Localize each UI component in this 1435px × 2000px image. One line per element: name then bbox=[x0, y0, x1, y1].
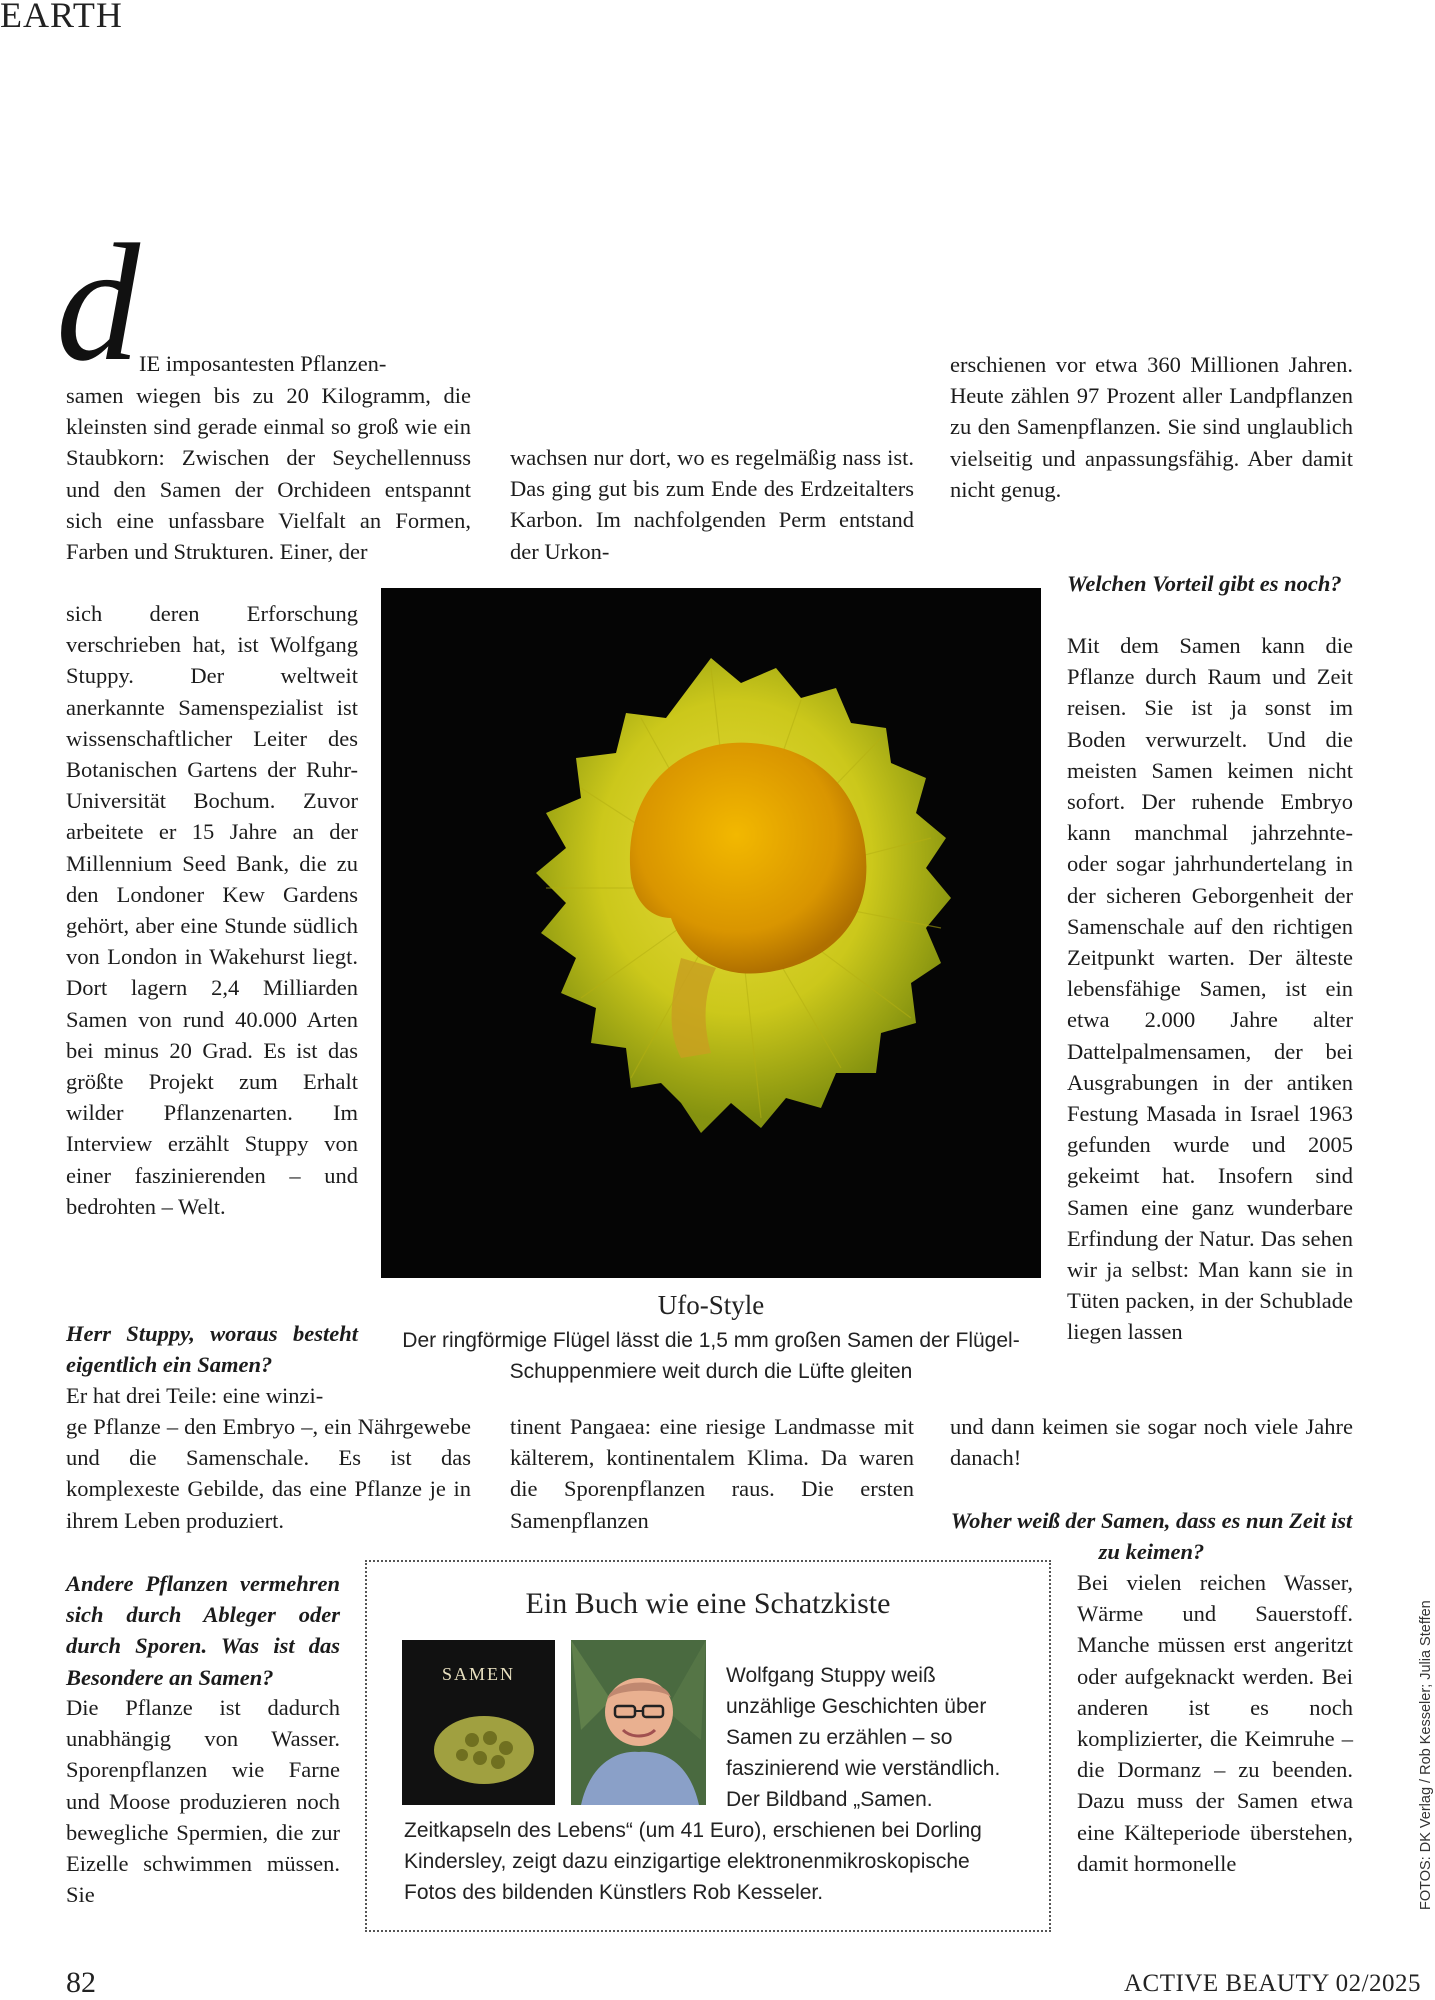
page-number: 82 bbox=[66, 1966, 96, 1999]
drop-cap: d bbox=[56, 210, 140, 396]
column-1-intro-narrow: sich deren Erforschung verschrieben hat, ist Wolfgang Stuppy. Der weltweit anerkannte Samenspezialist ist wissenschaftlicher Leiter des Botanischen Gartens der Ruhr-Universität Bochum. Zuvor arbeitete er 15 Jahre an der Millennium Seed Bank, die zu den Londoner Kew Gardens gehört, aber eine Stunde südlich von London in Wakehurst liegt. Dort lagern 2,4 Milliarden Samen von rund 40.000 Arten bei minus 20 Grad. Es ist das größte Projekt zum Erhalt wilder Pflanzenarten. Im Interview erzählt Stuppy von einer faszinierenden – und bedrohten – Welt. bbox=[66, 601, 358, 1219]
book-box-text: Zeitkapseln des Lebens“ (um 41 Euro), erschienen bei Dorling Kindersley, zeigt dazu einzigartige elektronenmikroskopische Fotos des bildenden Künstlers Rob Kesseler. bbox=[404, 1819, 982, 1904]
book-cover-title: SAMEN bbox=[441, 1664, 515, 1684]
column-2-top: wachsen nur dort, wo es regelmäßig nass ist. Das ging gut bis zum Ende des Erdzeitalters Karbon. Im nachfolgenden Perm entstand der Urkon- bbox=[510, 445, 914, 564]
photo-credit: FOTOS: DK Verlag / Rob Kesseler; Julia Steffen bbox=[1418, 1600, 1434, 1910]
question-2: Andere Pflanzen vermehren sich durch Ableger oder durch Sporen. Was ist das Besondere an Samen? bbox=[66, 1571, 340, 1690]
section-label: EARTH bbox=[0, 0, 123, 35]
column-3-top: erschienen vor etwa 360 Millionen Jahren. Heute zählen 97 Prozent aller Landpflanzen zu den Samenpflanzen. Sie sind unglaublich vielseitig und anpassungsfähig. Aber damit nicht genug. bbox=[950, 352, 1353, 502]
question-4: Woher weiß der Samen, dass es nun Zeit ist zu keimen? bbox=[950, 1508, 1353, 1565]
portrait-illustration bbox=[571, 1640, 706, 1805]
answer-1: ge Pflanze – den Embryo –, ein Nährgewebe und die Samenschale. Es ist das komplexeste Gebilde, das eine Pflanze je in ihrem Leben produziert. bbox=[66, 1414, 471, 1533]
winged-seed-illustration bbox=[381, 588, 1041, 1278]
photo-caption-title: Ufo-Style bbox=[657, 1290, 765, 1320]
column-1-intro-first-line: IE imposantesten Pflanzen- bbox=[139, 351, 387, 376]
book-box-text-right: Wolfgang Stuppy weiß unzählige Geschichten über Samen zu erzählen – so faszinierend wie verständlich. Der Bildband „Samen. bbox=[726, 1664, 1001, 1811]
answer-1-start: Er hat drei Teile: eine winzi- bbox=[66, 1383, 324, 1408]
column-1-intro: samen wiegen bis zu 20 Kilogramm, die kleinsten sind gerade einmal so groß wie ein Staubkorn: Zwischen der Seychellennuss und den Samen der Orchideen entspannt sich eine unfassbare Vielfalt an Formen, Farben und Strukturen. Einer, der bbox=[66, 383, 471, 565]
column-2-bottom: tinent Pangaea: eine riesige Landmasse mit kälterem, kontinentalem Klima. Da waren die Sporenpflanzen raus. Die ersten Samenpflanzen bbox=[510, 1414, 914, 1533]
answer-4: Bei vielen reichen Wasser, Wärme und Sauerstoff. Manche müssen erst angeritzt oder aufgeknackt werden. Bei anderen ist es noch komplizierter, die Keimruhe – die Dormanz – zu beenden. Dazu muss der Samen etwa eine Kälteperiode überstehen, damit hormonelle bbox=[1077, 1570, 1353, 1876]
book-cover-seed-icon bbox=[402, 1640, 555, 1805]
question-3: Welchen Vorteil gibt es noch? bbox=[1067, 571, 1342, 596]
answer-3: Mit dem Samen kann die Pflanze durch Raum und Zeit reisen. Sie ist ja sonst im Boden verwurzelt. Und die meisten Samen keimen nicht sofort. Der ruhende Embryo kann manchmal jahrzehnte- oder sogar jahrhundertelang in der sicheren Geborgenheit der Samenschale auf den richtigen Zeitpunkt warten. Der älteste lebensfähige Samen, ist ein etwa 2.000 Jahre alter Dattelpalmensamen, der bei Ausgrabungen in der antiken Festung Masada in Israel 1963 gefunden wurde und 2005 gekeimt hat. Insofern sind Samen eine ganz wunderbare Erfindung der Natur. Das sehen wir ja selbst: Man kann sie in Tüten packen, in der Schublade liegen lassen bbox=[1067, 633, 1353, 1345]
author-portrait bbox=[571, 1640, 706, 1805]
answer-3-end: und dann keimen sie sogar noch viele Jahre danach! bbox=[950, 1414, 1353, 1471]
question-1: Herr Stuppy, woraus besteht eigentlich ein Samen? bbox=[66, 1321, 358, 1378]
book-cover bbox=[402, 1640, 555, 1805]
magazine-issue: ACTIVE BEAUTY 02/2025 bbox=[1124, 1970, 1422, 1997]
answer-2: Die Pflanze ist dadurch unabhängig von Wasser. Sporenpflanzen wie Farne und Moose produzieren noch bewegliche Spermien, die zur Eizelle schwimmen müssen. Sie bbox=[66, 1695, 340, 1908]
seed-photo bbox=[381, 588, 1041, 1278]
photo-caption: Der ringförmige Flügel lässt die 1,5 mm großen Samen der Flügel-Schuppenmiere weit durch die Lüfte gleiten bbox=[402, 1329, 1020, 1383]
book-box-title: Ein Buch wie eine Schatzkiste bbox=[525, 1587, 891, 1620]
